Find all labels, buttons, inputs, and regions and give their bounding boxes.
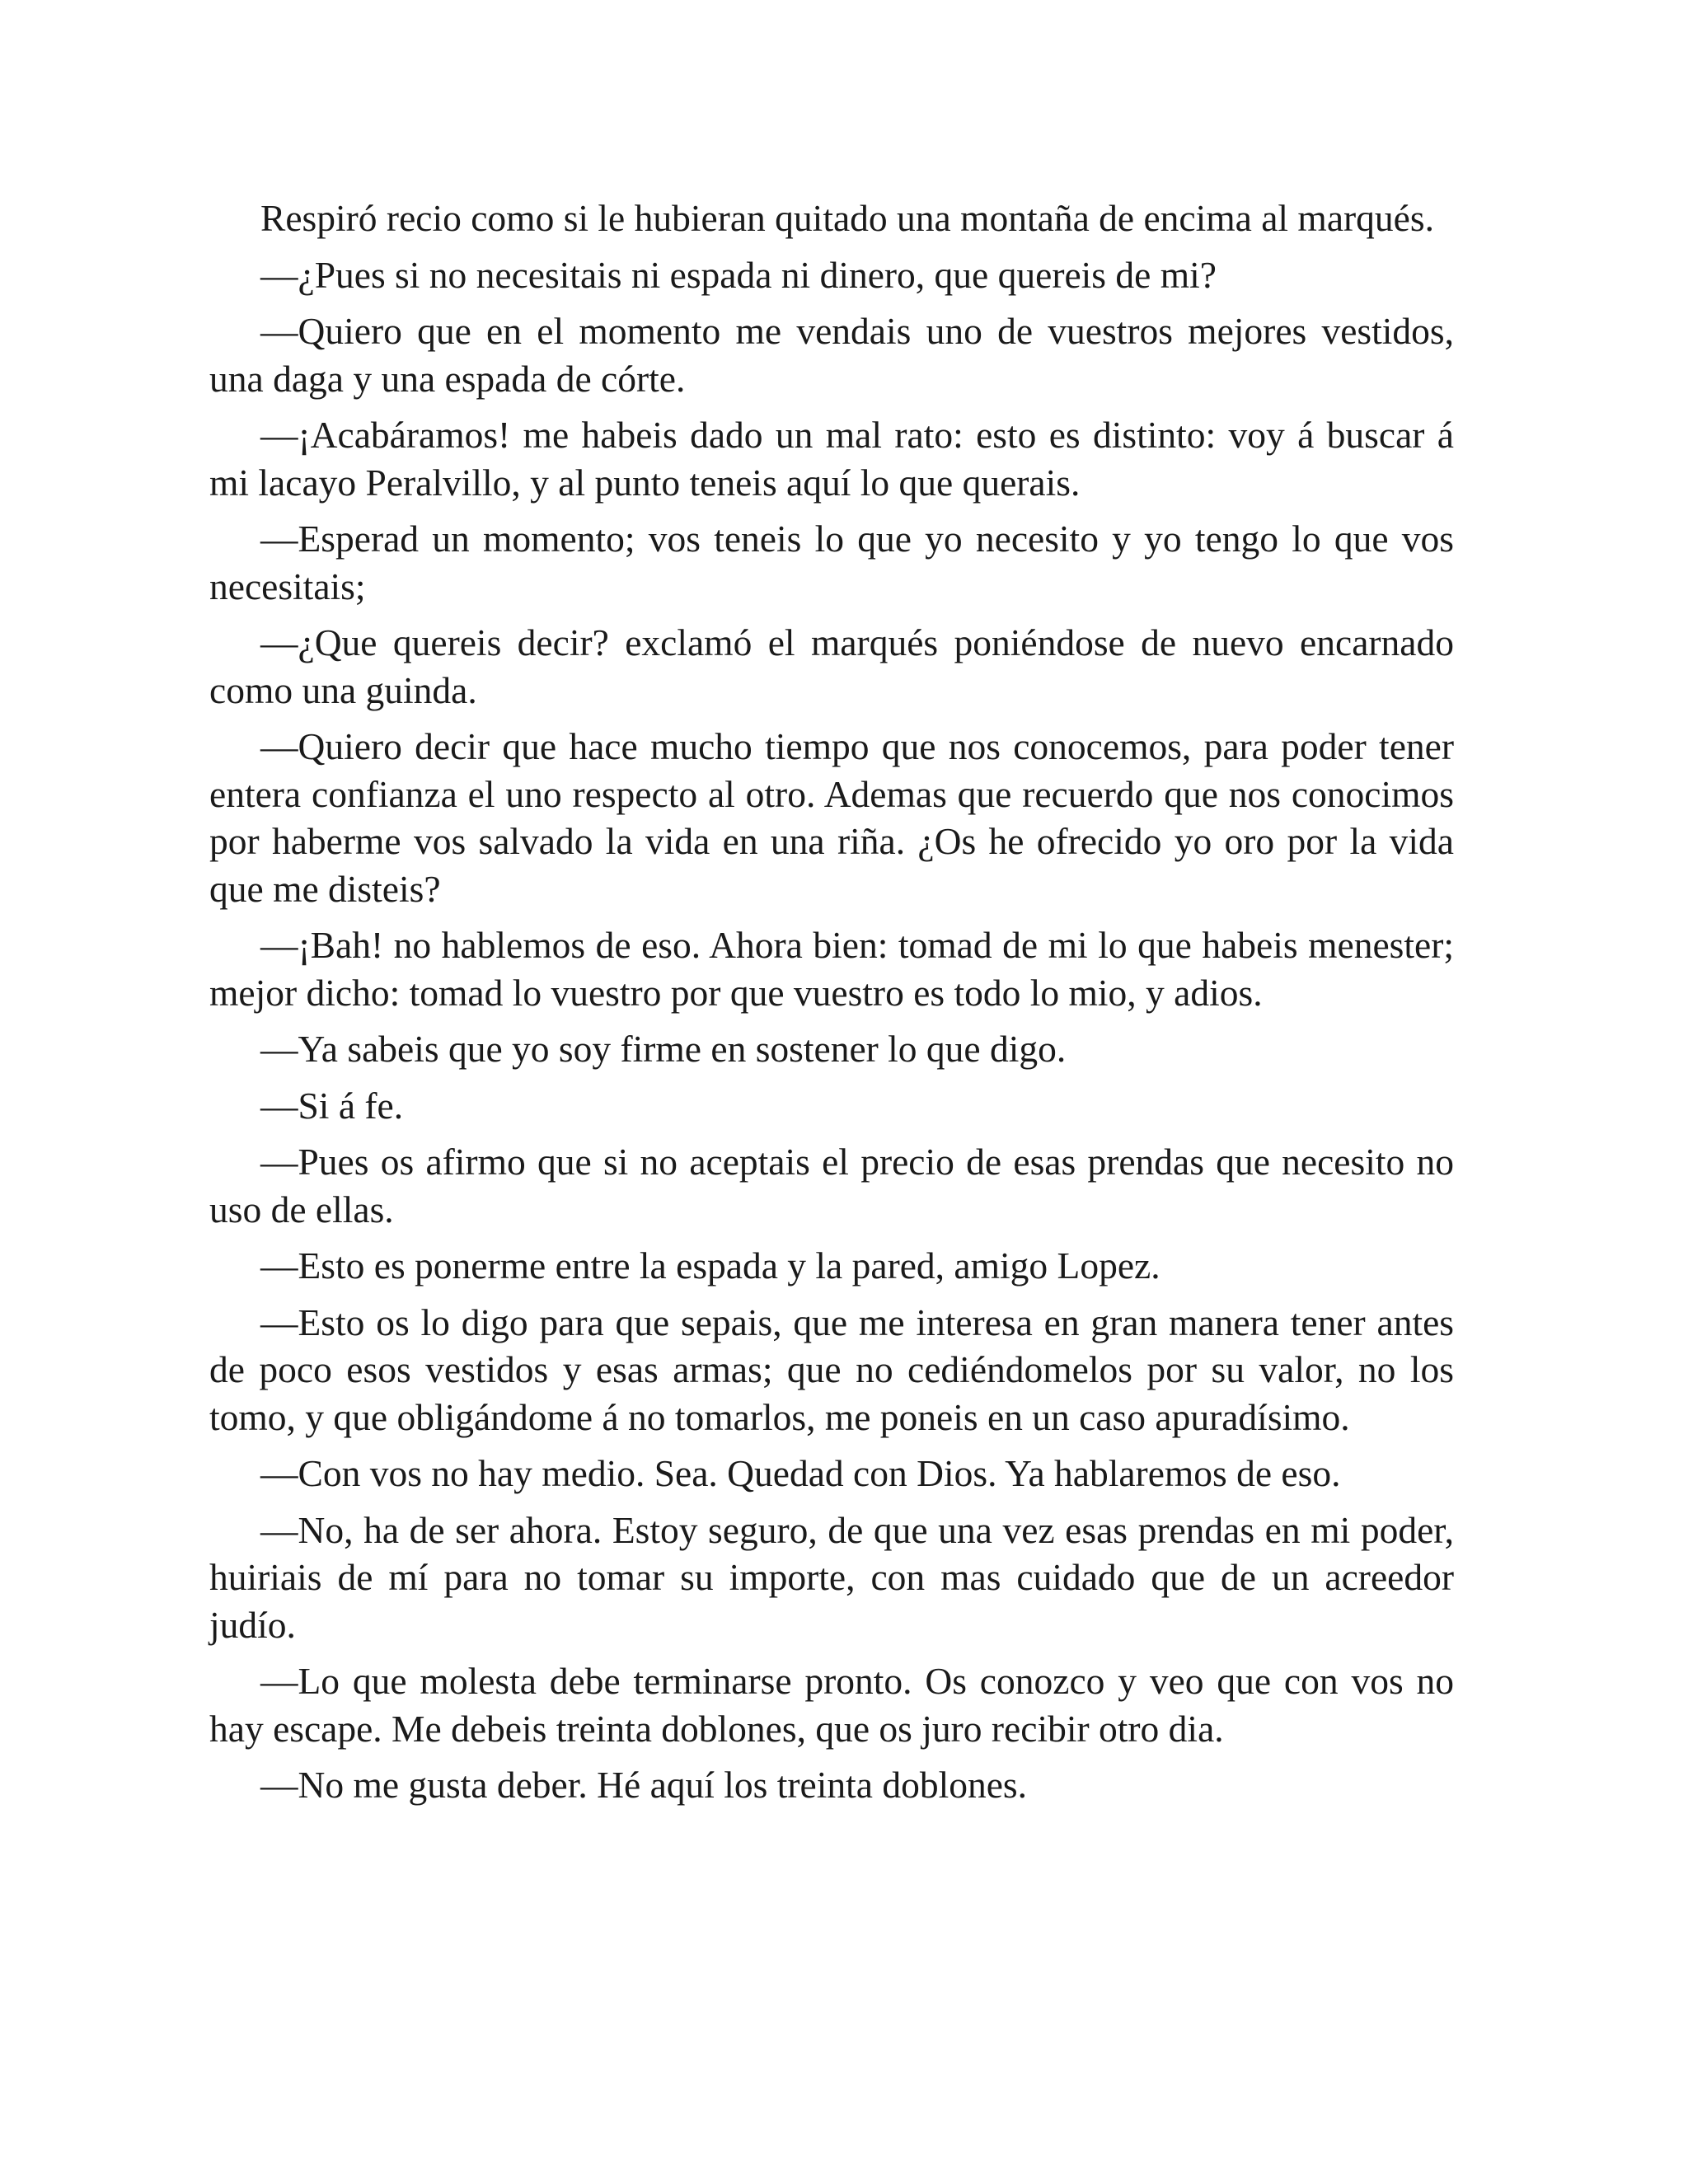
paragraph: —¡Acabáramos! me habeis dado un mal rato: esto es distinto: voy á buscar á mi lacayo Peralvillo, y al punto teneis aquí lo que querais. [209,414,1454,504]
book-page [209,194,1454,1818]
paragraph: —Esperad un momento; vos teneis lo que yo necesito y yo tengo lo que vos necesitais; [209,518,1454,607]
paragraph: —No me gusta deber. Hé aquí los treinta doblones. [260,1764,1028,1806]
paragraph: —Ya sabeis que yo soy firme en sostener lo que digo. [260,1028,1067,1070]
paragraph: —Si á fe. [260,1084,404,1127]
paragraph: —Esto es ponerme entre la espada y la pared, amigo Lopez. [260,1244,1160,1286]
paragraph: —Lo que molesta debe terminarse pronto. Os conozco y veo que con vos no hay escape. Me debeis treinta doblones, que os juro recibir otro dia. [209,1660,1454,1750]
paragraph: —No, ha de ser ahora. Estoy seguro, de que una vez esas prendas en mi poder, huiriais de mí para no tomar su importe, con mas cuidado que de un acreedor judío. [209,1508,1454,1646]
paragraph: Respiró recio como si le hubieran quitado una montaña de encima al marqués. [260,197,1434,239]
paragraph: —¿Pues si no necesitais ni espada ni dinero, que quereis de mi? [260,253,1217,296]
paragraph: —Quiero decir que hace mucho tiempo que nos conocemos, para poder tener entera confianza el uno respecto al otro. Ademas que recuerdo que nos conocimos por haberme vos salvado la vida en una riña. ¿Os he ofrecido yo oro por la vida que me disteis? [209,725,1454,910]
paragraph: —Pues os afirmo que si no aceptais el precio de esas prendas que necesito no uso de ellas. [209,1141,1454,1230]
paragraph: —Quiero que en el momento me vendais uno de vuestros mejores vestidos, una daga y una espada de córte. [209,310,1454,400]
paragraph: —Con vos no hay medio. Sea. Quedad con Dios. Ya hablaremos de eso. [260,1452,1341,1494]
paragraph: —¡Bah! no hablemos de eso. Ahora bien: tomad de mi lo que habeis menester; mejor dicho: tomad lo vuestro por que vuestro es todo lo mio, y adios. [209,924,1454,1014]
paragraph: —Esto os lo digo para que sepais, que me interesa en gran manera tener antes de poco esos vestidos y esas armas; que no cediéndomelos por su valor, no los tomo, y que obligándome á no tomarlos, me poneis en un caso apuradísimo. [209,1301,1454,1438]
paragraph: —¿Que quereis decir? exclamó el marqués poniéndose de nuevo encarnado como una guinda. [209,621,1454,711]
